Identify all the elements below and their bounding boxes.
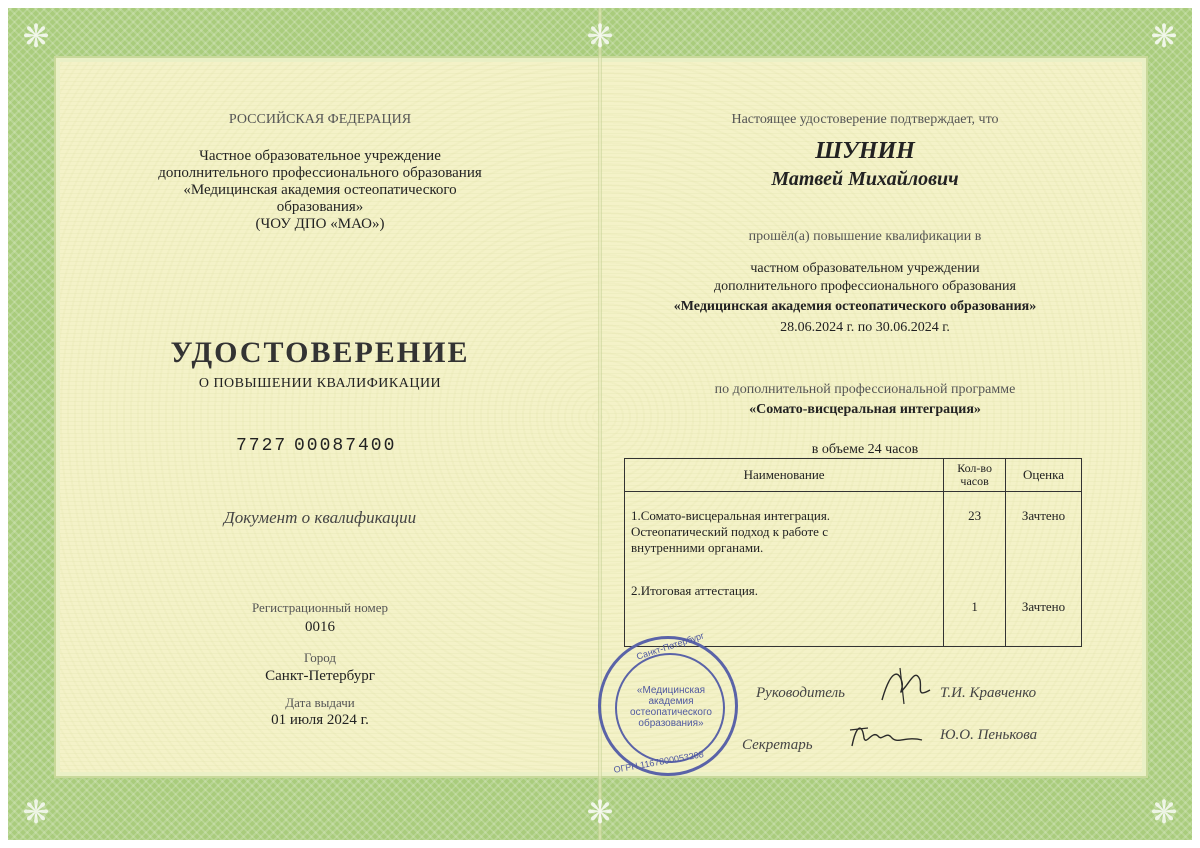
subject-2-line-1: 2.Итоговая аттестация. (631, 583, 759, 598)
holder-surname: ШУНИН (815, 138, 915, 164)
holder-given-names: Матвей Михайлович (771, 168, 959, 190)
ornament-icon: ❋ (586, 18, 614, 54)
issue-date-value: 01 июля 2024 г. (271, 712, 369, 728)
column-header-name: Наименование (625, 459, 944, 492)
training-period: 28.06.2024 г. по 30.06.2024 г. (780, 320, 950, 335)
org-line-3: «Медицинская академия остеопатического (183, 182, 457, 198)
city-value: Санкт-Петербург (265, 668, 375, 684)
document-title: УДОСТОВЕРЕНИЕ (170, 336, 470, 369)
head-signature (876, 664, 936, 710)
passed-text: прошёл(а) повышение квалификации в (748, 229, 982, 244)
registration-label: Регистрационный номер (252, 600, 388, 615)
subject-1-line-3: внутренними органами. (631, 540, 764, 555)
subject-1-line-1: 1.Сомато-висцеральная интеграция. (631, 508, 831, 523)
subjects-table (624, 458, 1082, 647)
institution-line-1: частном образовательном учреждении (750, 261, 980, 276)
secretary-title: Секретарь (742, 737, 813, 753)
city-label: Город (303, 650, 337, 665)
ornament-icon: ❋ (22, 794, 50, 830)
stamp-city: Санкт-Петербург (635, 630, 706, 662)
subject-1-hours: 23 (968, 508, 982, 523)
org-line-2: дополнительного профессионального образования (158, 165, 482, 181)
subject-1-line-2: Остеопатический подход к работе с (631, 524, 828, 539)
registration-number: 0016 (305, 619, 335, 635)
table-cell-grades (1006, 492, 1082, 647)
stamp-registration-number: ОГРН 1167800053208 (612, 749, 705, 775)
institution-line-3: «Медицинская академия остеопатического образования» (673, 299, 1037, 314)
program-label: по дополнительной профессиональной программе (714, 382, 1016, 397)
ornament-icon: ❋ (22, 18, 50, 54)
subject-1-grade: Зачтено (1021, 508, 1066, 523)
program-name: «Сомато-висцеральная интеграция» (749, 402, 981, 417)
document-subtitle: О ПОВЫШЕНИИ КВАЛИФИКАЦИИ (198, 376, 442, 391)
institution-line-2: дополнительного профессионального образования (714, 279, 1016, 294)
secretary-signature (846, 716, 926, 756)
official-stamp (598, 630, 738, 776)
confirmation-text: Настоящее удостоверение подтверждает, что (731, 112, 999, 127)
program-volume: в объеме 24 часов (811, 442, 919, 457)
secretary-name: Ю.О. Пенькова (940, 727, 1038, 743)
stamp-center-text: «Медицинская академия остеопатического образования» (630, 685, 712, 729)
column-header-hours: Кол-во часов (944, 459, 1006, 492)
country-heading: РОССИЙСКАЯ ФЕДЕРАЦИЯ (228, 112, 412, 127)
head-name: Т.И. Кравченко (940, 685, 1037, 701)
form-series: 7727 (236, 436, 288, 456)
subject-2-grade: Зачтено (1021, 599, 1066, 614)
form-number: 00087400 (294, 436, 397, 456)
org-short-name: (ЧОУ ДПО «МАО») (255, 216, 385, 232)
table-row (625, 492, 1082, 647)
column-header-grade: Оценка (1006, 459, 1082, 492)
ornament-icon: ❋ (1150, 794, 1178, 830)
org-line-1: Частное образовательное учреждение (199, 148, 441, 164)
document-type: Документ о квалификации (223, 508, 417, 527)
ornament-icon: ❋ (586, 794, 614, 830)
ornament-icon: ❋ (1150, 18, 1178, 54)
org-line-4: образования» (276, 199, 364, 215)
table-cell-hours (944, 492, 1006, 647)
subject-2-hours: 1 (971, 599, 978, 614)
head-title: Руководитель (756, 685, 845, 701)
table-cell-subjects (625, 492, 944, 647)
table-header-row (625, 459, 1082, 492)
issue-date-label: Дата выдачи (285, 695, 355, 710)
